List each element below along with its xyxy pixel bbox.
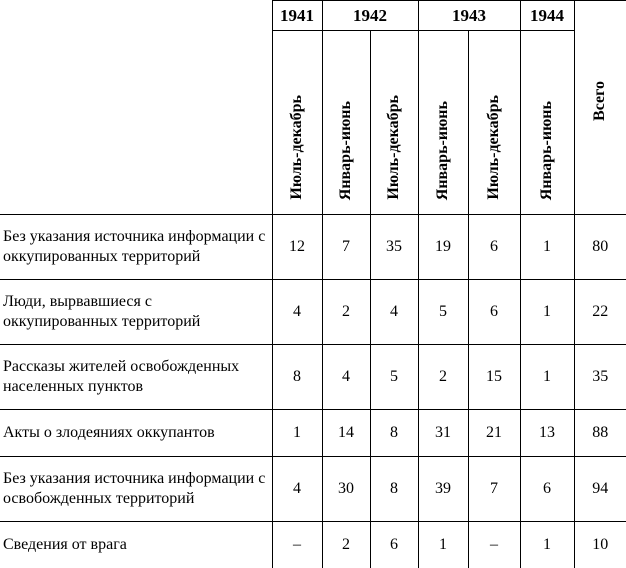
total-header-label: Всего xyxy=(590,81,610,121)
period-header xyxy=(468,31,520,215)
table-cell: 8 xyxy=(272,345,322,410)
table-cell: 1 xyxy=(520,280,574,345)
table-row xyxy=(0,280,626,345)
table-cell: 4 xyxy=(370,280,418,345)
table-cell: 5 xyxy=(370,345,418,410)
row-total: 10 xyxy=(574,522,626,568)
year-header-row xyxy=(0,1,626,31)
row-total: 94 xyxy=(574,457,626,522)
table-cell: 30 xyxy=(322,457,370,522)
year-1942-header: 1942 xyxy=(322,1,418,31)
period-label: Июль-декабрь xyxy=(484,95,504,200)
row-label: Акты о злодеяниях оккупантов xyxy=(0,410,272,457)
table-cell: 8 xyxy=(370,457,418,522)
row-total: 80 xyxy=(574,215,626,280)
table-cell: 15 xyxy=(468,345,520,410)
year-1941-header: 1941 xyxy=(272,1,322,31)
table-cell: 19 xyxy=(418,215,468,280)
year-1943-header: 1943 xyxy=(418,1,520,31)
table-cell: 7 xyxy=(468,457,520,522)
table-row xyxy=(0,522,626,568)
table-cell: 2 xyxy=(322,280,370,345)
table-row xyxy=(0,345,626,410)
table-cell: 35 xyxy=(370,215,418,280)
table-cell: – xyxy=(272,522,322,568)
period-header xyxy=(322,31,370,215)
table-cell: 1 xyxy=(418,522,468,568)
table-cell: 14 xyxy=(322,410,370,457)
period-label: Июль-декабрь xyxy=(287,95,307,200)
table-cell: 1 xyxy=(520,345,574,410)
period-header xyxy=(520,31,574,215)
table-cell: 4 xyxy=(322,345,370,410)
table-cell: 39 xyxy=(418,457,468,522)
table-cell: 4 xyxy=(272,457,322,522)
period-header xyxy=(370,31,418,215)
table-cell: 8 xyxy=(370,410,418,457)
total-header xyxy=(574,1,626,215)
table-cell: 2 xyxy=(418,345,468,410)
table-cell: 21 xyxy=(468,410,520,457)
row-label: Без указания источника информации с оккупированных территорий xyxy=(0,215,272,280)
table-cell: 6 xyxy=(520,457,574,522)
table-cell: 13 xyxy=(520,410,574,457)
table-cell: 6 xyxy=(468,215,520,280)
table-cell: 7 xyxy=(322,215,370,280)
table-cell: 1 xyxy=(520,215,574,280)
row-label: Сведения от врага xyxy=(0,522,272,568)
table-cell: – xyxy=(468,522,520,568)
period-label: Январь-июнь xyxy=(433,101,453,200)
table-cell: 5 xyxy=(418,280,468,345)
table-cell: 1 xyxy=(520,522,574,568)
table-cell: 6 xyxy=(370,522,418,568)
table-row xyxy=(0,215,626,280)
period-label: Январь-июнь xyxy=(537,101,557,200)
period-label: Июль-декабрь xyxy=(384,95,404,200)
table-row xyxy=(0,457,626,522)
table-cell: 6 xyxy=(468,280,520,345)
table-cell: 12 xyxy=(272,215,322,280)
row-total: 88 xyxy=(574,410,626,457)
year-1944-header: 1944 xyxy=(520,1,574,31)
table-cell: 2 xyxy=(322,522,370,568)
table-cell: 31 xyxy=(418,410,468,457)
row-total: 35 xyxy=(574,345,626,410)
corner-cell xyxy=(0,1,272,215)
row-total: 22 xyxy=(574,280,626,345)
period-label: Январь-июнь xyxy=(336,101,356,200)
table-cell: 1 xyxy=(272,410,322,457)
table-row xyxy=(0,410,626,457)
row-label: Без указания источника информации с освобожденных территорий xyxy=(0,457,272,522)
table-cell: 4 xyxy=(272,280,322,345)
row-label: Люди, вырвавшиеся с оккупированных территорий xyxy=(0,280,272,345)
period-header xyxy=(418,31,468,215)
row-label: Рассказы жителей освобожденных населенных пунктов xyxy=(0,345,272,410)
period-header xyxy=(272,31,322,215)
